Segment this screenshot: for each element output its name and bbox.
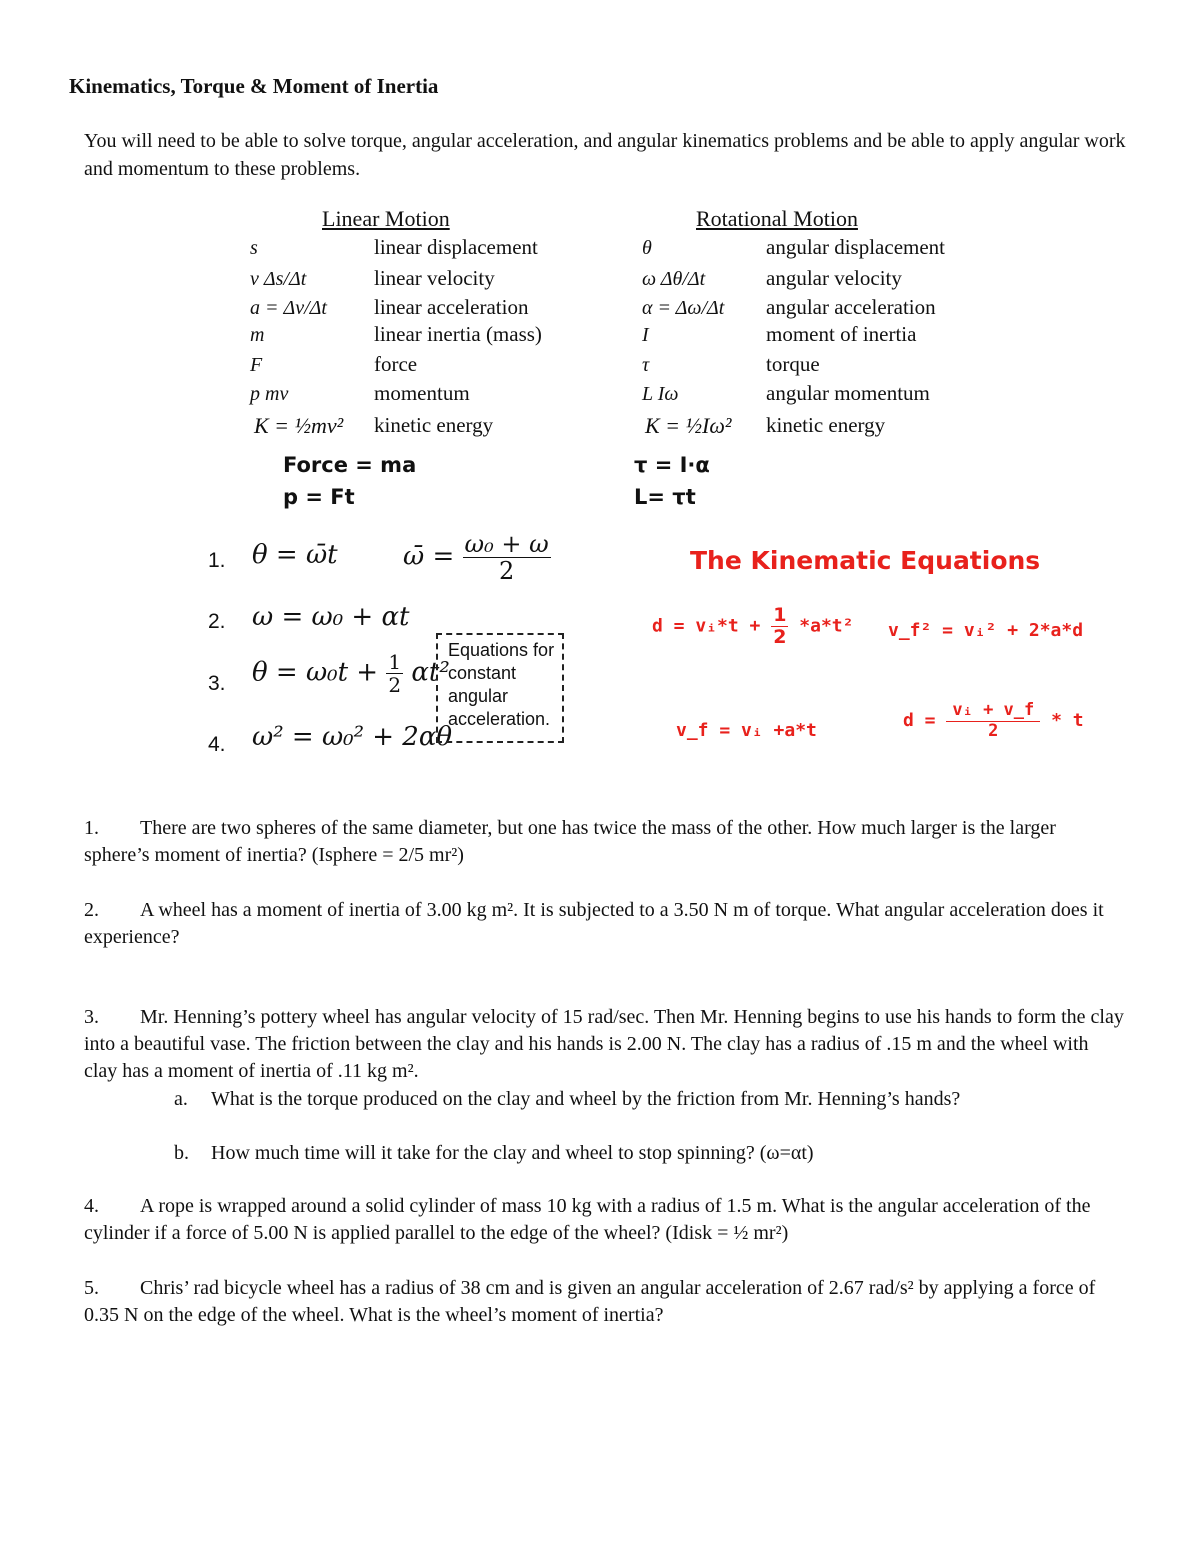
question-3a: [174, 1086, 960, 1113]
rotational-desc: angular acceleration: [766, 295, 936, 319]
rotational-symbol: L Iω: [642, 383, 679, 405]
kin-eq1-numerator: 1: [773, 604, 787, 626]
question-1: [84, 815, 1124, 869]
question-3: [84, 1004, 1124, 1085]
linear-symbol: K = ½mv²: [254, 413, 344, 438]
torque-equation: τ = I·α: [634, 453, 710, 477]
kinematic-displacement-equation: [652, 606, 853, 647]
eq3-right: αt²: [411, 657, 450, 688]
question-number: 5.: [84, 1277, 99, 1299]
question-number: 1.: [84, 817, 99, 839]
equation-number: 3.: [208, 672, 226, 695]
linear-desc: linear inertia (mass): [374, 322, 542, 346]
rotational-symbol: ω Δθ/Δt: [642, 268, 706, 290]
rotational-symbol: τ: [642, 354, 650, 376]
question-text: Chris’ rad bicycle wheel has a radius of 38 cm and is given an angular acceleration of 2.67 rad/s² by applying a force of 0.35 N on the edge of the wheel. What is the wheel’s moment of inertia?: [84, 1277, 1096, 1326]
question-number: 4.: [84, 1195, 99, 1217]
question-text: A rope is wrapped around a solid cylinder of mass 10 kg with a radius of 1.5 m. What is the angular acceleration of the cylinder if a force of 5.00 N is applied parallel to the edge of the wheel? (Idisk = ½ mr²): [84, 1195, 1091, 1244]
kin-eq4-numerator: vᵢ + v_f: [946, 702, 1040, 722]
kinematic-velocity-equation: v_f = vᵢ +a*t: [676, 720, 817, 741]
rotational-symbol: α = Δω/Δt: [642, 297, 725, 319]
force-equation: Force = ma: [283, 453, 417, 477]
angular-equation-3: [252, 652, 450, 695]
subquestion-letter: b.: [174, 1142, 189, 1164]
kin-eq4-right: * t: [1051, 710, 1084, 731]
avg-omega-fraction: [463, 532, 551, 583]
eq3-numerator: 1: [388, 650, 402, 674]
angular-equation-1: θ = ω̄t: [252, 540, 338, 570]
linear-desc: linear acceleration: [374, 295, 529, 319]
kinematic-velocity-squared-equation: v_f² = vᵢ² + 2*a*d: [888, 620, 1084, 641]
rotational-desc: torque: [766, 352, 820, 376]
linear-desc: linear velocity: [374, 266, 495, 290]
question-4: [84, 1193, 1124, 1247]
average-angular-velocity: [403, 532, 551, 583]
equation-number: 2.: [208, 610, 226, 633]
linear-desc: force: [374, 352, 418, 376]
subquestion-text: How much time will it take for the clay and wheel to stop spinning? (ω=αt): [211, 1142, 814, 1164]
linear-symbol: F: [250, 354, 263, 376]
rotational-desc: angular displacement: [766, 235, 946, 259]
kinematic-average-velocity-equation: [903, 702, 1084, 740]
kin-eq4-fraction: [946, 702, 1040, 740]
angular-equation-4: ω² = ω₀² + 2αθ: [252, 722, 453, 752]
intro-paragraph: You will need to be able to solve torque, angular acceleration, and angular kinematics problems and be able to apply angular work and momentum to these problems.: [84, 130, 1126, 180]
linear-symbol: a = Δv/Δt: [250, 297, 327, 319]
question-5: [84, 1275, 1124, 1329]
rotational-motion-header: Rotational Motion: [696, 206, 858, 231]
rotational-desc: kinetic energy: [766, 413, 886, 437]
linear-desc: kinetic energy: [374, 413, 494, 437]
rotational-desc: angular velocity: [766, 266, 902, 290]
linear-desc: momentum: [374, 381, 470, 405]
angular-impulse-equation: L= τt: [634, 485, 696, 509]
page-title: Kinematics, Torque & Moment of Inertia: [69, 74, 439, 98]
linear-desc: linear displacement: [374, 235, 538, 259]
avg-omega-numerator: ω₀ + ω: [464, 530, 549, 558]
kin-eq1-denominator: 2: [773, 626, 787, 648]
question-2: [84, 897, 1124, 951]
avg-omega-left: ω̄ =: [403, 541, 455, 572]
question-text: Mr. Henning’s pottery wheel has angular velocity of 15 rad/sec. Then Mr. Henning begins to use his hands to form the clay into a beautiful vase. The friction between the clay and his hands is 2.00 N. The clay has a radius of .15 m and the wheel with clay has a moment of inertia of .11 kg m².: [84, 1006, 1124, 1082]
eq3-left: θ = ω₀t +: [252, 657, 379, 688]
kin-eq1-right: *a*t²: [799, 615, 854, 637]
kinematic-equations-title: The Kinematic Equations: [690, 546, 1041, 575]
eq3-fraction: [386, 652, 403, 695]
kin-eq4-left: d =: [903, 710, 936, 731]
equation-number: 4.: [208, 733, 226, 756]
rotational-desc: moment of inertia: [766, 322, 917, 346]
impulse-equation: p = Ft: [283, 485, 355, 509]
question-text: There are two spheres of the same diameter, but one has twice the mass of the other. How much larger is the larger sphere’s moment of inertia? (Isphere = 2/5 mr²): [84, 817, 1056, 866]
avg-omega-denominator: 2: [498, 557, 515, 585]
kin-eq4-denominator: 2: [988, 721, 999, 741]
subquestion-text: What is the torque produced on the clay and wheel by the friction from Mr. Henning’s hands?: [211, 1088, 961, 1110]
kin-eq1-fraction: [771, 606, 788, 647]
kin-eq1-left: d = vᵢ*t +: [652, 615, 761, 637]
subquestion-letter: a.: [174, 1088, 188, 1110]
question-number: 2.: [84, 899, 99, 921]
rotational-symbol: K = ½Iω²: [645, 413, 732, 438]
rotational-symbol: θ: [642, 237, 652, 259]
question-number: 3.: [84, 1006, 99, 1028]
linear-symbol: v Δs/Δt: [250, 268, 307, 290]
eq3-denominator: 2: [388, 673, 402, 697]
linear-symbol: s: [250, 237, 258, 259]
equation-number: 1.: [208, 549, 226, 572]
linear-motion-header: Linear Motion: [322, 206, 450, 231]
rotational-symbol: I: [642, 324, 649, 346]
question-text: A wheel has a moment of inertia of 3.00 kg m². It is subjected to a 3.50 N m of torque. What angular acceleration does it experience?: [84, 899, 1104, 948]
angular-equation-2: ω = ω₀ + αt: [252, 602, 410, 632]
linear-symbol: p mv: [250, 383, 289, 405]
question-3b: [174, 1140, 814, 1167]
linear-symbol: m: [250, 324, 265, 346]
constant-acceleration-note: Equations for constant angular acceleration.: [436, 633, 564, 743]
rotational-desc: angular momentum: [766, 381, 930, 405]
